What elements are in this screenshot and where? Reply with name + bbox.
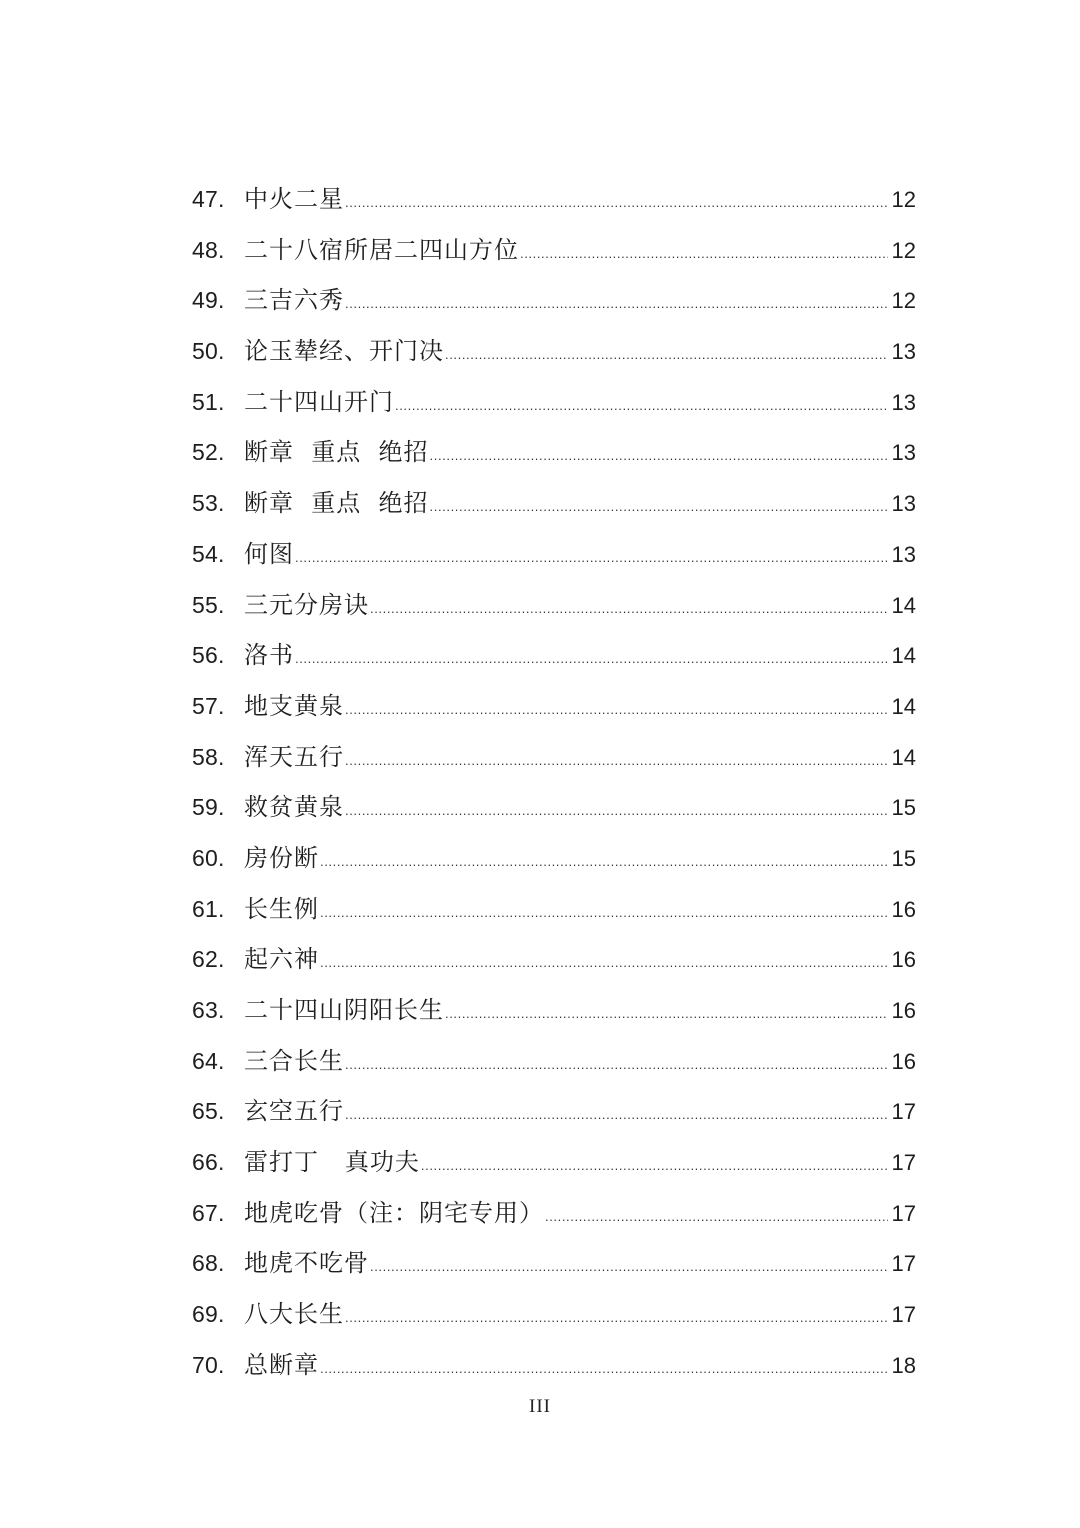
dot-leader [545,1192,888,1243]
dot-leader [345,178,888,229]
entry-page: 15 [891,845,916,871]
dot-leader [345,685,888,736]
entry-number: 66. [192,1149,225,1176]
entry-title: 八大长生 [244,1300,344,1329]
entry-title: 长生例 [244,894,319,923]
toc-entry [192,1188,916,1239]
dot-leader [345,1090,888,1141]
toc-entry [192,174,916,225]
dot-leader [345,1293,888,1344]
entry-number: 60. [192,844,225,871]
toc-entry [192,529,916,580]
toc-entry [192,326,916,377]
dot-leader [320,1344,888,1395]
toc-entry [192,934,916,985]
entry-title: 救贫黄泉 [244,793,344,822]
entry-title: 二十四山阴阳长生 [244,996,444,1024]
entry-page: 14 [891,744,916,770]
toc-entry [192,1238,916,1289]
dot-leader [370,584,888,635]
dot-leader [430,482,888,533]
entry-title: 地虎吃骨（注：阴宅专用） [244,1198,544,1227]
entry-page: 17 [891,1200,916,1226]
entry-title: 断章 重点 绝招 [244,489,429,518]
entry-page: 13 [891,339,916,365]
entry-number: 48. [192,236,225,263]
entry-number: 49. [192,287,225,314]
entry-title: 中火二星 [244,185,344,213]
entry-title: 何图 [244,539,294,568]
toc-entry [192,1340,916,1391]
dot-leader [320,938,888,989]
entry-page: 13 [891,541,916,567]
toc-entry [192,478,916,529]
dot-leader [445,989,888,1040]
entry-number: 55. [192,591,225,618]
entry-title: 洛书 [244,641,294,670]
toc-entry [192,782,916,833]
toc-entry [192,985,916,1036]
entry-title: 雷打丁 真功夫 [244,1148,420,1177]
page-number: III [529,1396,551,1417]
dot-leader [370,1242,888,1293]
entry-title: 二十四山开门 [244,387,394,416]
entry-title: 房份断 [244,843,319,872]
entry-title: 二十八宿所居二四山方位 [244,235,519,264]
entry-title: 三合长生 [244,1046,344,1075]
entry-page: 12 [891,187,916,212]
entry-number: 63. [192,997,225,1023]
toc-entry [192,275,916,326]
toc-entry [192,884,916,935]
entry-page: 15 [891,795,916,821]
entry-number: 69. [192,1301,225,1328]
entry-page: 16 [891,896,916,922]
dot-leader [345,1040,888,1091]
entry-title: 地支黄泉 [244,691,344,720]
entry-page: 17 [891,1302,916,1328]
toc-entry [192,225,916,276]
entry-number: 52. [192,439,225,466]
entry-number: 61. [192,895,225,922]
dot-leader [320,837,888,888]
entry-title: 浑天五行 [244,742,344,771]
entry-page: 12 [891,288,916,314]
entry-number: 67. [192,1199,225,1226]
toc-entry [192,427,916,478]
toc-entry [192,1086,916,1137]
entry-page: 18 [891,1352,916,1378]
dot-leader [345,736,888,787]
entry-number: 51. [192,388,225,415]
entry-title: 地虎不吃骨 [244,1249,369,1278]
entry-title: 三元分房诀 [244,590,369,619]
entry-number: 70. [192,1351,225,1378]
table-of-contents [192,174,916,1391]
toc-entry [192,630,916,681]
entry-title: 起六神 [244,945,319,974]
entry-title: 论玉辇经、开门决 [244,337,444,366]
toc-entry [192,580,916,631]
entry-number: 54. [192,540,225,567]
dot-leader [345,279,888,330]
entry-page: 12 [891,237,916,263]
entry-number: 58. [192,743,225,770]
dot-leader [421,1141,888,1192]
entry-number: 59. [192,794,225,821]
entry-title: 三吉六秀 [244,286,344,315]
toc-entry [192,377,916,428]
entry-title: 玄空五行 [244,1097,344,1126]
entry-number: 53. [192,490,225,517]
entry-number: 65. [192,1098,225,1125]
dot-leader [395,381,888,432]
dot-leader [295,634,888,685]
dot-leader [430,431,888,482]
entry-number: 56. [192,642,225,669]
entry-page: 14 [891,643,916,669]
entry-page: 16 [891,1048,916,1074]
toc-entry [192,1137,916,1188]
entry-page: 14 [891,693,916,719]
entry-number: 68. [192,1250,225,1277]
entry-number: 64. [192,1047,225,1074]
entry-page: 14 [891,592,916,618]
entry-page: 13 [891,389,916,415]
entry-page: 16 [891,947,916,973]
toc-entry [192,1289,916,1340]
entry-page: 13 [891,440,916,466]
entry-number: 50. [192,338,225,365]
toc-entry [192,833,916,884]
entry-page: 17 [891,1251,916,1277]
entry-page: 17 [891,1150,916,1176]
toc-entry [192,732,916,783]
entry-page: 16 [891,998,916,1023]
entry-title: 断章 重点 绝招 [244,438,429,467]
toc-entry [192,681,916,732]
dot-leader [445,330,888,381]
entry-page: 13 [891,491,916,517]
entry-title: 总断章 [244,1350,319,1379]
entry-number: 57. [192,692,225,719]
toc-entry [192,1036,916,1087]
dot-leader [295,533,888,584]
entry-number: 62. [192,946,225,973]
entry-page: 17 [891,1099,916,1125]
dot-leader [345,786,888,837]
dot-leader [520,229,888,280]
dot-leader [320,888,888,939]
entry-number: 47. [192,186,225,212]
